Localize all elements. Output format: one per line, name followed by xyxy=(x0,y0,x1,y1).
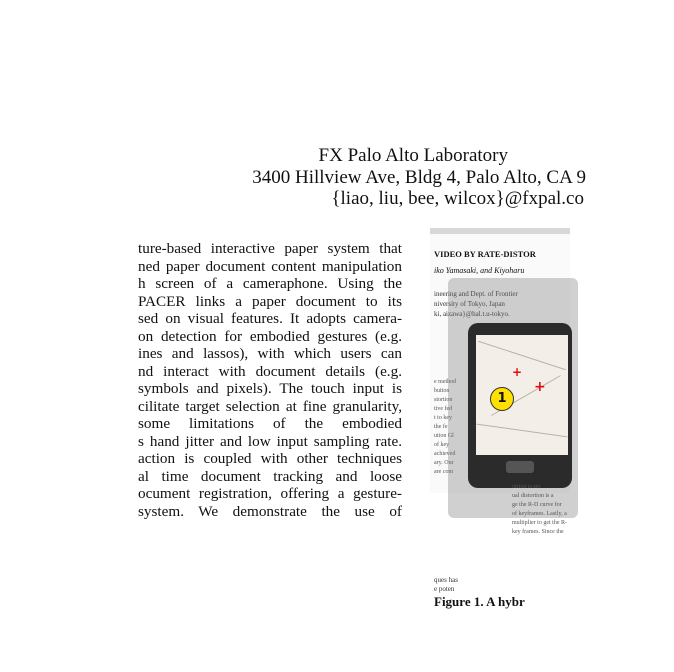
abstract-line: on detection for embodied gestures (e.g. xyxy=(138,327,402,345)
lab-address: 3400 Hillview Ave, Bldg 4, Palo Alto, CA 9 xyxy=(252,167,586,188)
abstract-line: ture-based interactive paper system that xyxy=(138,240,402,257)
abstract-text xyxy=(138,240,402,520)
figure-paper-title: VIDEO BY RATE-DISTOR xyxy=(434,249,536,259)
figure-text-line: of keyframes. Lastly, a xyxy=(512,511,567,517)
red-crosshair-icon: + xyxy=(512,365,523,379)
phone-screen xyxy=(476,335,568,455)
figure-text-line: are com xyxy=(434,469,454,475)
figure-text-line: bution xyxy=(434,388,450,394)
author-emails: {liao, liu, bee, wilcox}@fxpal.co xyxy=(331,188,584,209)
lab-name: FX Palo Alto Laboratory xyxy=(318,145,508,166)
abstract-line: some limitations of the embodied xyxy=(138,415,402,432)
figure-text-line: ual distortion is a xyxy=(512,493,554,499)
figure-text-line: key frames. Since the xyxy=(512,529,564,535)
abstract-line: ines and lassos), with which users can xyxy=(138,345,402,362)
numbered-marker: 1 xyxy=(490,387,514,411)
figure-panel xyxy=(430,228,570,609)
phone-button xyxy=(506,461,534,473)
abstract-line: al time document tracking and loose xyxy=(138,467,402,485)
figure-text-line: ution Gl xyxy=(434,433,454,439)
figure-caption: Figure 1. A hybr xyxy=(434,594,525,609)
document-page xyxy=(130,140,586,609)
abstract-line: ned paper document content manipulation xyxy=(138,257,402,275)
red-crosshair-icon: + xyxy=(534,379,546,395)
figure-text-line: achieved xyxy=(434,451,456,457)
abstract-line: PACER links a paper document to its xyxy=(138,292,402,310)
figure-text-line: of key xyxy=(434,442,450,448)
figure-right-column xyxy=(512,483,567,537)
figure-text-line: multiplier to get the R- xyxy=(512,520,567,526)
figure-text-line: t to key xyxy=(434,415,452,421)
figure-bottom-left-text xyxy=(434,576,458,594)
figure-text-line: ary. Our xyxy=(434,460,454,466)
abstract-line: nd interact with document details (e.g. xyxy=(138,362,402,380)
figure-text-line: ortion is set xyxy=(512,484,540,490)
figure-paper-affil: ineering and Dept. of Frontier xyxy=(434,290,518,298)
figure-paper-authors: iko Yamasaki, and Kiyoharu xyxy=(434,266,525,275)
figure-text-line: ques has xyxy=(434,576,458,584)
figure-top-strip xyxy=(430,228,570,234)
figure-paper-affil: ki, aizawa}@hal.t.u-tokyo. xyxy=(434,310,510,318)
abstract-line: cilitate target selection at fine granularity, xyxy=(138,397,402,415)
abstract-line: system. We demonstrate the use of xyxy=(138,502,402,520)
figure-text-line: e method xyxy=(434,379,457,385)
figure-text-line: e poten xyxy=(434,585,455,593)
figure-text-line: ge the R-D curve for xyxy=(512,502,562,508)
figure-text-line: stortion xyxy=(434,397,453,403)
figure-paper-affil: niversity of Tokyo, Japan xyxy=(434,300,505,308)
abstract-line: sed on visual features. It adopts camera- xyxy=(138,310,402,327)
cameraphone xyxy=(468,323,572,488)
map-road xyxy=(476,424,567,438)
abstract-line: ocument registration, offering a gesture- xyxy=(138,485,402,502)
figure-text-line: the fe xyxy=(434,424,448,430)
abstract-line: h screen of a cameraphone. Using the xyxy=(138,275,402,292)
abstract-line: s hand jitter and low input sampling rate. xyxy=(138,432,402,450)
abstract-line: action is coupled with other techniques xyxy=(138,450,402,467)
abstract-line: symbols and pixels). The touch input is xyxy=(138,380,402,397)
figure-text-line: tive fed xyxy=(434,406,453,412)
